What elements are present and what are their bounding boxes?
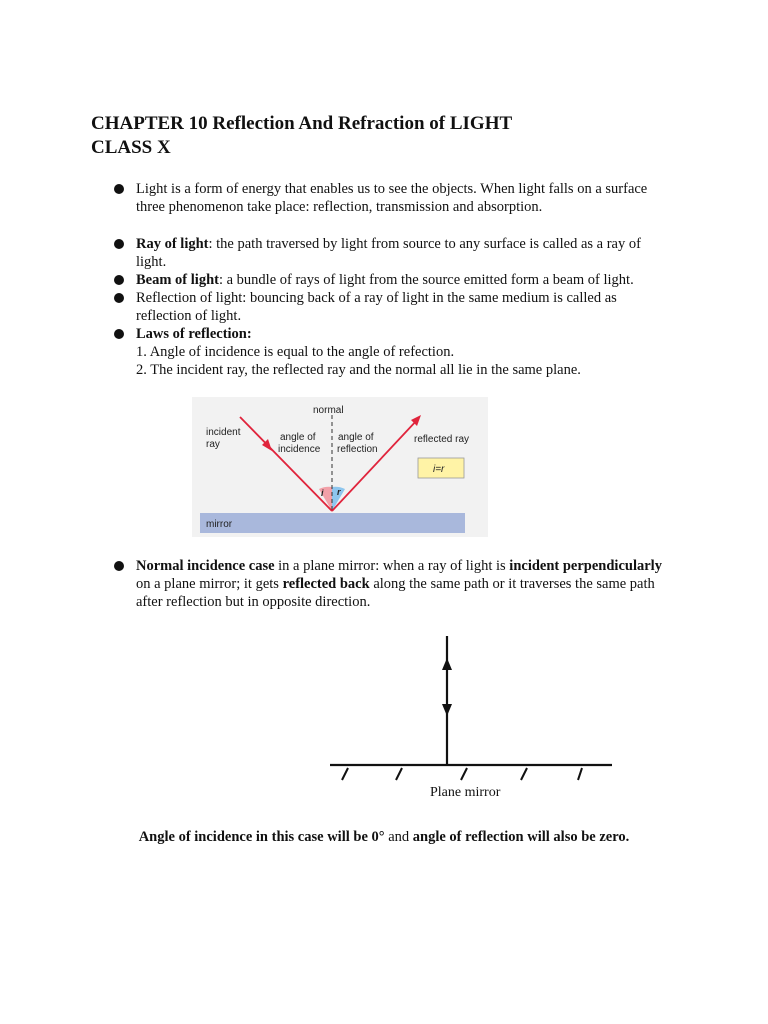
incident-label-1: incident [206, 427, 241, 438]
mirror-surface [200, 513, 465, 533]
bullet-list [112, 180, 672, 379]
list-item [112, 235, 672, 271]
angle-of-reflection-label-2: reflection [337, 444, 378, 455]
law-2: 2. The incident ray, the reflected ray and the normal all lie in the same plane. [136, 362, 581, 378]
mirror-hatch [521, 768, 527, 780]
mirror-hatch [342, 768, 348, 780]
bullet-text [136, 557, 672, 611]
reflection-diagram [192, 397, 488, 537]
term-reflected-back: reflected back [282, 576, 370, 592]
bullet-dot-icon [114, 561, 124, 571]
plane-mirror-label: Plane mirror [430, 785, 501, 800]
law-1: 1. Angle of incidence is equal to the angle of refection. [136, 344, 455, 360]
definition-text: : the path traversed by light from source to any surface is called as a ray of light. [136, 236, 641, 270]
bullet-dot-icon [114, 293, 124, 303]
list-item [112, 289, 672, 325]
bullet-dot-icon [114, 329, 124, 339]
r-symbol: r [337, 487, 341, 497]
bullet-dot-icon [114, 239, 124, 249]
bullet-text [136, 235, 672, 271]
mirror-label: mirror [206, 519, 233, 530]
bullet-text [136, 271, 672, 289]
caption-text [0, 829, 768, 846]
term-laws-of-reflection: Laws of reflection: [136, 326, 252, 342]
normal-label: normal [313, 405, 344, 416]
term-beam-of-light: Beam of light [136, 272, 219, 288]
bullet-dot-icon [114, 184, 124, 194]
caption-bold-1: Angle of incidence in this case will be 0° [138, 829, 385, 845]
text-segment: on a plane mirror; it gets [136, 576, 283, 592]
angle-of-incidence-label-2: incidence [278, 444, 321, 455]
page-title [91, 112, 512, 160]
bullet-list-2 [112, 557, 672, 611]
title-line-1: CHAPTER 10 Reflection And Refraction of LIGHT [91, 113, 513, 134]
text-segment: along the same path or it traverses the same path after reflection but in opposite direction. [136, 576, 655, 610]
definition-text: : a bundle of rays of light from the source emitted form a beam of light. [218, 272, 634, 288]
bullet-text: Reflection of light: bouncing back of a ray of light in the same medium is called as reflection of light. [136, 290, 617, 324]
caption-bold-2: angle of reflection will also be zero. [412, 829, 630, 845]
reflected-ray-label: reflected ray [414, 434, 470, 445]
bullet-text: Light is a form of energy that enables us to see the objects. When light falls on a surface three phenomenon take place: reflection, transmission and absorption. [136, 181, 648, 215]
equation-text: i=r [433, 464, 445, 475]
list-item [112, 271, 672, 289]
list-item [112, 325, 672, 379]
term-incident-perpendicularly: incident perpendicularly [509, 558, 662, 574]
reflection-diagram-svg [192, 397, 488, 537]
mirror-hatch [396, 768, 402, 780]
mirror-hatch [578, 768, 582, 780]
incident-label-2: ray [206, 439, 220, 450]
up-arrow-icon [442, 658, 452, 670]
mirror-hatch [461, 768, 467, 780]
bullet-dot-icon [114, 275, 124, 285]
down-arrow-icon [442, 704, 452, 716]
list-item [112, 557, 672, 611]
term-ray-of-light: Ray of light [136, 236, 209, 252]
text-segment: in a plane mirror: when a ray of light is [274, 558, 510, 574]
list-item [112, 180, 672, 216]
i-symbol: i [321, 488, 324, 498]
angle-of-reflection-label-1: angle of [338, 432, 374, 443]
title-line-2: CLASS X [91, 137, 171, 158]
angle-of-incidence-label-1: angle of [280, 432, 316, 443]
normal-incidence-diagram [330, 630, 620, 810]
bullet-text [136, 325, 672, 343]
caption-mid: and [384, 829, 413, 845]
term-normal-incidence: Normal incidence case [136, 558, 275, 574]
normal-incidence-svg [330, 630, 620, 810]
